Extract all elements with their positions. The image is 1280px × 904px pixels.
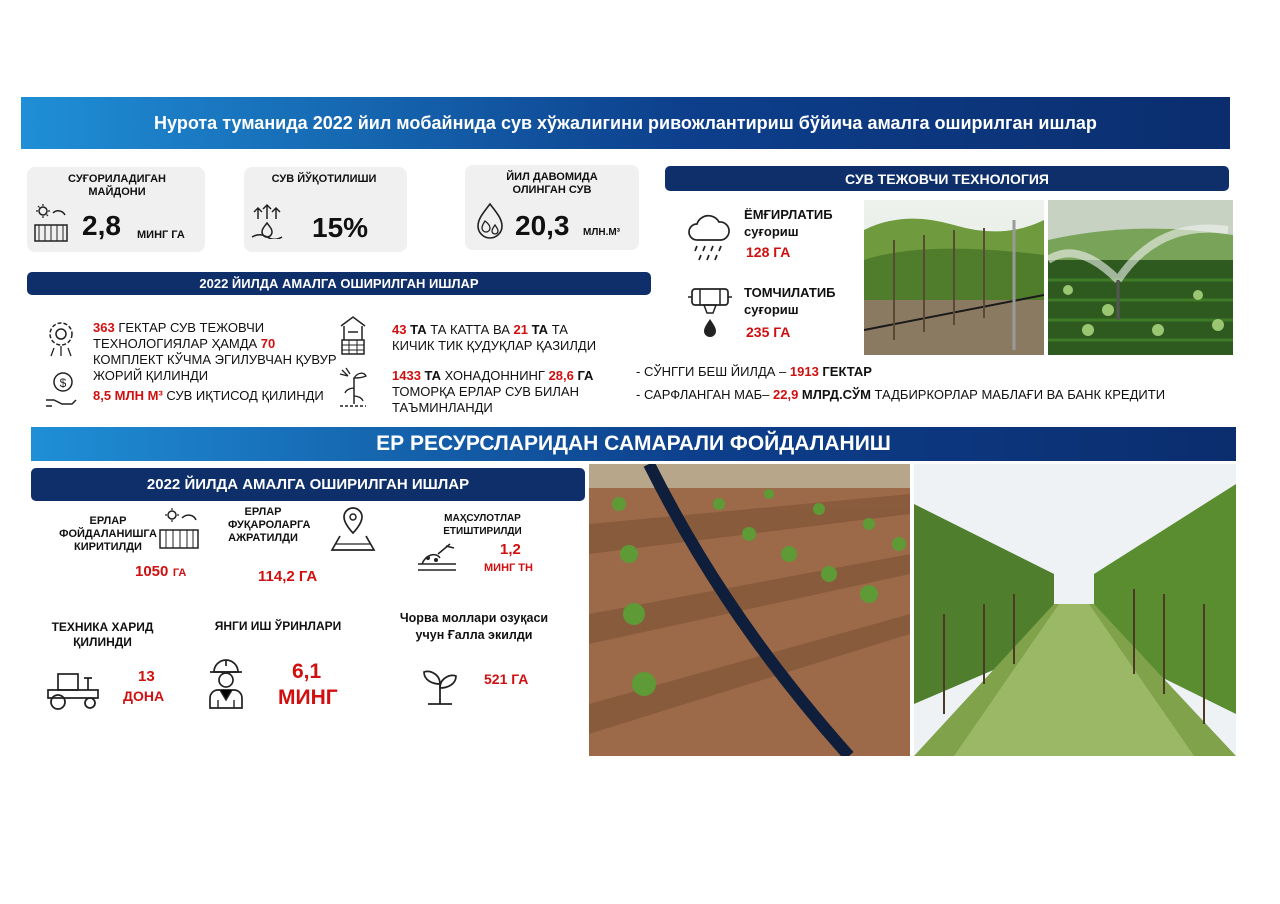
land-stat-value bbox=[135, 563, 186, 581]
page-title: Нурота туманида 2022 йил мобайнида сув хўжалигини ривожлантириш бўйича амалга оширилган ишлар bbox=[154, 112, 1097, 133]
tech-line-unit: МЛРД.СЎМ bbox=[798, 387, 871, 402]
land-stat-label: ЯНГИ ИШ ЎРИНЛАРИ bbox=[214, 619, 342, 633]
rain-title: ЁМҒИРЛАТИБ bbox=[744, 207, 833, 222]
works-item-text: ТА КИЧИК ТИК ҚУДУҚЛАР ҚАЗИЛДИ bbox=[392, 322, 597, 353]
stat-label: СУВ ЙЎҚОТИЛИШИ bbox=[271, 173, 377, 185]
rain-value: 128 ГА bbox=[746, 244, 791, 260]
tech-line-five-years bbox=[636, 364, 872, 379]
land-stat-label: ЕРЛАР ФОЙДАЛАНИШГА КИРИТИЛДИ bbox=[59, 515, 157, 553]
land-stat-number: 1050 bbox=[135, 563, 169, 580]
drip-subtitle: суғориш bbox=[744, 302, 799, 317]
works-item-text: КОМПЛЕКТ КЎЧМА ЭГИЛУВЧАН ҚУВУР ЖОРИЙ ҚИЛИНДИ bbox=[93, 352, 337, 383]
land-subtitle-bar bbox=[31, 468, 585, 501]
land-banner-title: ЕР РЕСУРСЛАРИДАН САМАРАЛИ ФОЙДАЛАНИШ bbox=[376, 432, 891, 455]
land-stat-number: 1,2 bbox=[500, 541, 521, 558]
location-map-icon bbox=[330, 506, 376, 552]
tech-title: СУВ ТЕЖОВЧИ ТЕХНОЛОГИЯ bbox=[845, 170, 1049, 187]
works-item-unit: ГА bbox=[573, 368, 594, 383]
stat-card-water-loss bbox=[244, 167, 407, 252]
drip-value: 235 ГА bbox=[746, 324, 791, 340]
works-section-title-bar bbox=[27, 272, 651, 295]
land-stat-number: 13 bbox=[138, 668, 155, 685]
works-item-number: 43 bbox=[392, 322, 407, 337]
land-stat-label: ЕРЛАР ФУҚАРОЛАРГА АЖРАТИЛДИ bbox=[228, 506, 311, 544]
land-stat-label: ТЕХНИКА ХАРИД ҚИЛИНДИ bbox=[51, 620, 154, 649]
stat-unit: МИНГ ГА bbox=[137, 229, 185, 241]
well-icon bbox=[338, 314, 368, 356]
works-item-water-saved bbox=[93, 388, 343, 404]
works-item-number: 21 bbox=[513, 322, 528, 337]
sprinkler-photo bbox=[1048, 200, 1233, 355]
field-sun-icon bbox=[158, 506, 200, 550]
evaporation-icon bbox=[250, 203, 284, 239]
stat-card-water-received bbox=[465, 165, 639, 250]
works-item-number: 70 bbox=[260, 336, 276, 351]
works-item-number: 1433 bbox=[392, 368, 421, 383]
worker-helmet-icon bbox=[206, 656, 246, 710]
watering-plant-icon bbox=[336, 366, 370, 408]
tech-line-prefix: - САРФЛАНГАН МАБ– bbox=[636, 387, 773, 402]
tech-line-prefix: - СЎНГГИ БЕШ ЙИЛДА – bbox=[636, 364, 790, 379]
land-stat-unit: ДОНА bbox=[123, 688, 165, 704]
stat-unit: МЛН.М³ bbox=[583, 227, 621, 238]
land-stat-unit: МИНГ ТН bbox=[484, 562, 533, 574]
stat-value: 15% bbox=[312, 212, 369, 243]
tech-line-suffix: ГЕКТАР bbox=[818, 364, 872, 379]
svg-text:$: $ bbox=[59, 376, 67, 390]
works-item-unit: ТА bbox=[406, 322, 427, 337]
field-sun-icon bbox=[33, 203, 69, 243]
land-stat-unit: ГА bbox=[172, 567, 187, 579]
tech-line-value: 22,9 bbox=[773, 387, 799, 402]
stat-value: 20,3 bbox=[515, 210, 570, 241]
works-item-text: ХОНАДОННИНГ bbox=[441, 368, 549, 383]
drip-orchard-photo bbox=[864, 200, 1044, 355]
works-item-text: СУВ ИҚТИСОД ҚИЛИНДИ bbox=[162, 388, 324, 403]
works-section-title: 2022 ЙИЛДА АМАЛГА ОШИРИЛГАН ИШЛАР bbox=[199, 276, 479, 291]
tractor-icon bbox=[44, 670, 102, 710]
works-item-technology bbox=[93, 320, 338, 384]
land-stat-value: 521 ГА bbox=[484, 671, 529, 687]
stat-label: СУҒОРИЛАДИГАН МАЙДОНИ bbox=[68, 173, 166, 198]
land-stat-value: 114,2 ГА bbox=[258, 568, 318, 585]
works-item-text: ТОМОРҚА ЕРЛАР СУВ БИЛАН ТАЪМИНЛАНДИ bbox=[392, 384, 579, 415]
rain-subtitle: суғориш bbox=[744, 224, 799, 239]
drip-emitter-icon bbox=[688, 285, 732, 345]
tech-line-spent bbox=[636, 387, 1165, 402]
land-stat-number: 6,1 bbox=[292, 660, 322, 683]
works-item-number: 363 bbox=[93, 320, 115, 335]
tech-line-value: 1913 bbox=[789, 364, 819, 379]
gear-brain-icon bbox=[44, 320, 78, 358]
orchard-photo bbox=[914, 464, 1236, 756]
works-item-household-land bbox=[392, 368, 597, 416]
works-item-number: 8,5 МЛН М³ bbox=[93, 388, 163, 403]
land-stat-unit: МИНГ bbox=[278, 686, 338, 709]
header-banner bbox=[21, 97, 1230, 149]
land-banner bbox=[31, 427, 1236, 461]
works-item-number: 28,6 bbox=[548, 368, 574, 383]
money-hand-icon bbox=[44, 370, 78, 408]
stat-card-irrigated-area bbox=[27, 167, 205, 252]
stat-label: ЙИЛ ДАВОМИДА ОЛИНГАН СУВ bbox=[506, 171, 598, 196]
sprout-icon bbox=[420, 664, 460, 706]
tech-line-suffix: ТАДБИРКОРЛАР МАБЛАҒИ ВА БАНК КРЕДИТИ bbox=[870, 387, 1166, 402]
drip-field-photo bbox=[589, 464, 910, 756]
works-item-unit: ТА bbox=[420, 368, 442, 383]
harvest-hand-icon bbox=[414, 538, 460, 572]
land-stat-label: МАҲСУЛОТЛАР ЕТИШТИРИЛДИ bbox=[443, 513, 522, 537]
stat-value: 2,8 bbox=[82, 210, 121, 241]
tech-title-bar bbox=[665, 166, 1229, 191]
works-item-text: ТА КАТТА ВА bbox=[426, 322, 514, 337]
rain-cloud-icon bbox=[685, 214, 733, 264]
land-stat-label: Чорва моллари озуқаси учун Ғалла экилди bbox=[399, 611, 549, 642]
land-subtitle: 2022 ЙИЛДА АМАЛГА ОШИРИЛГАН ИШЛАР bbox=[146, 476, 470, 493]
works-item-text: ГЕКТАР СУВ ТЕЖОВЧИ ТЕХНОЛОГИЯЛАР ҲАМДА bbox=[93, 320, 265, 351]
drip-title: ТОМЧИЛАТИБ bbox=[744, 285, 836, 300]
works-item-wells bbox=[392, 322, 602, 354]
works-item-unit: ТА bbox=[527, 322, 549, 337]
water-drops-icon bbox=[471, 201, 509, 241]
